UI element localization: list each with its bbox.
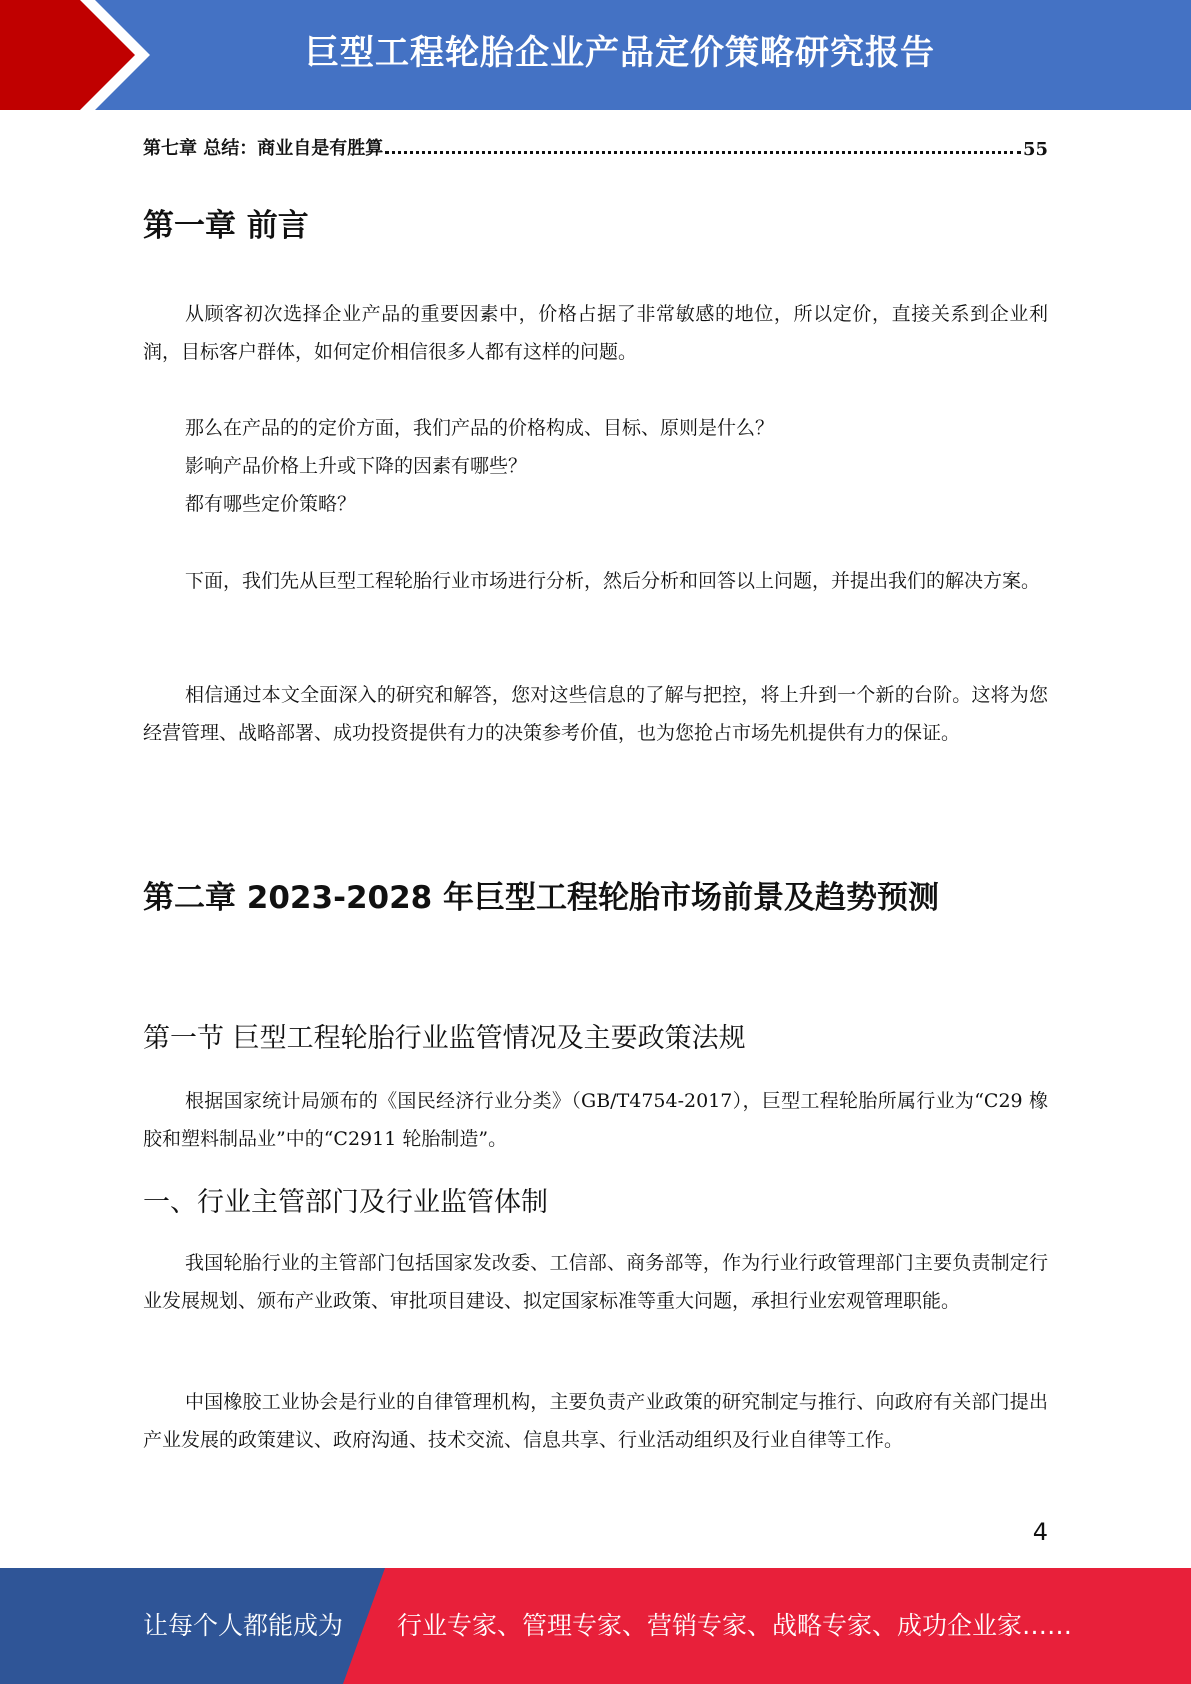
chapter-1-title: 第一章 前言 bbox=[143, 208, 309, 244]
section-1-title: 第一节 巨型工程轮胎行业监管情况及主要政策法规 bbox=[143, 1023, 746, 1054]
footer-banner bbox=[0, 1568, 1191, 1684]
subsection-1-paragraph-1: 我国轮胎行业的主管部门包括国家发改委、工信部、商务部等，作为行业行政管理部门主要负责制定行业发展规划、颁布产业政策、审批项目建设、拟定国家标准等重大问题，承担行业宏观管理职能。 bbox=[143, 1252, 1048, 1312]
footer-slogan-left: 让每个人都能成为 bbox=[143, 1611, 344, 1640]
page-number: 4 bbox=[1032, 1518, 1048, 1546]
question-2: 影响产品价格上升或下降的因素有哪些？ bbox=[185, 455, 528, 477]
chapter-2-title: 第二章 2023-2028 年巨型工程轮胎市场前景及趋势预测 bbox=[143, 880, 940, 916]
toc-entry[interactable] bbox=[143, 130, 1048, 160]
toc-leader-dots bbox=[385, 150, 1021, 154]
footer-slogan-right: 行业专家、管理专家、营销专家、战略专家、成功企业家…… bbox=[397, 1611, 1073, 1640]
chapter-1-paragraph-1: 从顾客初次选择企业产品的重要因素中，价格占据了非常敏感的地位，所以定价，直接关系到企业利润，目标客户群体，如何定价相信很多人都有这样的问题。 bbox=[143, 303, 1048, 363]
question-3: 都有哪些定价策略？ bbox=[185, 493, 357, 515]
chapter-1-paragraph-3: 相信通过本文全面深入的研究和解答，您对这些信息的了解与把控，将上升到一个新的台阶。这将为您经营管理、战略部署、成功投资提供有力的决策参考价值，也为您抢占市场先机提供有力的保证。 bbox=[143, 684, 1048, 744]
header-banner bbox=[0, 0, 1191, 110]
toc-entry-label: 第七章 总结：商业自是有胜算 bbox=[143, 138, 384, 159]
chapter-1-paragraph-2: 下面，我们先从巨型工程轮胎行业市场进行分析，然后分析和回答以上问题，并提出我们的解决方案。 bbox=[185, 570, 1041, 592]
subsection-1-title: 一、行业主管部门及行业监管体制 bbox=[143, 1187, 548, 1218]
subsection-1-paragraph-2: 中国橡胶工业协会是行业的自律管理机构，主要负责产业政策的研究制定与推行、向政府有关部门提出产业发展的政策建议、政府沟通、技术交流、信息共享、行业活动组织及行业自律等工作。 bbox=[143, 1391, 1048, 1451]
question-1: 那么在产品的的定价方面，我们产品的价格构成、目标、原则是什么？ bbox=[185, 417, 775, 439]
toc-entry-page: 55 bbox=[1022, 139, 1048, 160]
section-1-paragraph: 根据国家统计局颁布的《国民经济行业分类》（GB/T4754-2017），巨型工程轮胎所属行业为“C29 橡胶和塑料制品业”中的“C2911 轮胎制造”。 bbox=[143, 1090, 1048, 1150]
report-title: 巨型工程轮胎企业产品定价策略研究报告 bbox=[305, 33, 935, 73]
